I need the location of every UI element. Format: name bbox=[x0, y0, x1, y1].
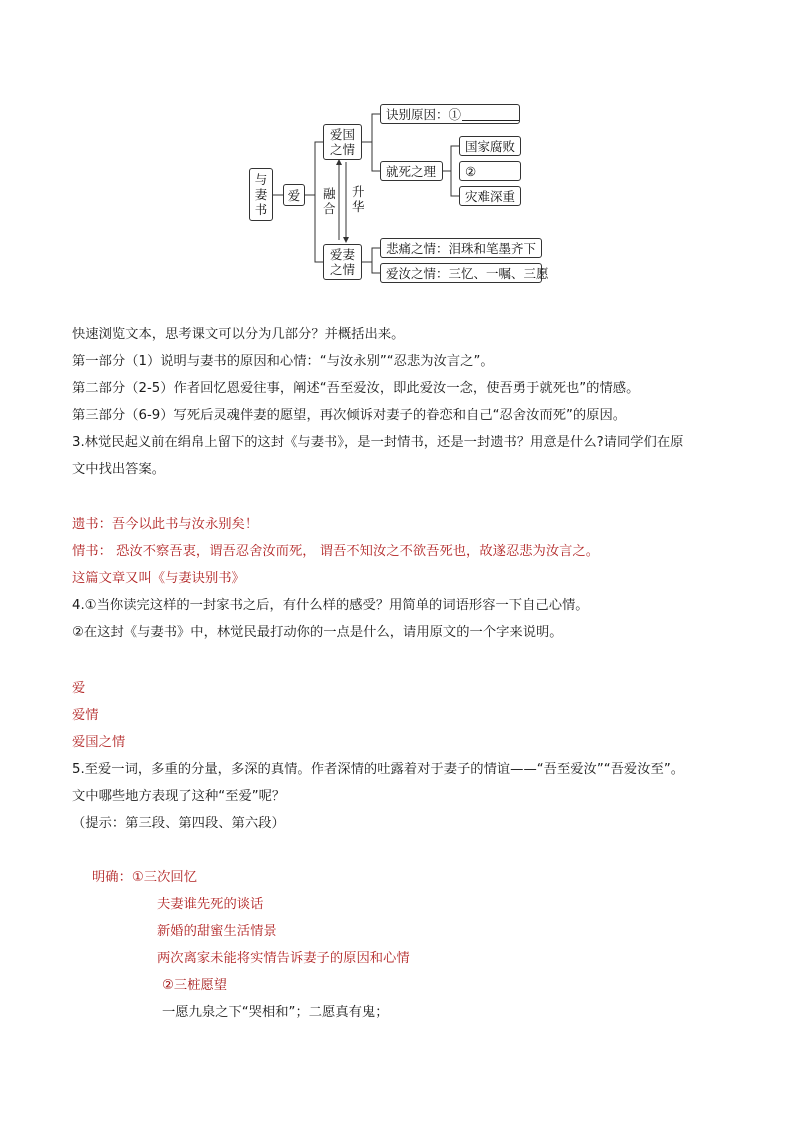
answer-love: 爱 bbox=[72, 681, 86, 696]
memory-three: 两次离家未能将实情告诉妻子的原因和心情 bbox=[157, 951, 410, 966]
question-three-line: 3.林觉民起义前在绢帛上留下的这封《与妻书》，是一封情书，还是一封遗书？用意是什么?请同学们在原 bbox=[72, 435, 684, 450]
question-five-line: 5.至爱一词，多重的分量，多深的真情。作者深情的吐露着对于妻子的情谊——“吾至爱汝”“吾爱汝至”。 bbox=[72, 762, 685, 777]
question-five-cont: 文中哪些地方表现了这种“至爱”呢？ bbox=[72, 789, 286, 804]
country-decay-box: 国家腐败 bbox=[459, 136, 521, 156]
country-love-box: 爱国 之情 bbox=[323, 124, 362, 160]
memory-two: 新婚的甜蜜生活情景 bbox=[157, 924, 277, 939]
wishes-line: 一愿九泉之下“哭相和”；二愿真有鬼； bbox=[162, 1005, 389, 1020]
question-four-cont: ②在这封《与妻书》中，林觉民最打动你的一点是什么，请用原文的一个字来说明。 bbox=[72, 625, 563, 640]
blank-two-box: ② bbox=[459, 161, 521, 181]
answer-alt-title: 这篇文章又叫《与妻诀别书》 bbox=[72, 571, 245, 586]
love-box: 爱 bbox=[283, 184, 305, 206]
wife-love-box: 爱妻 之情 bbox=[323, 244, 362, 280]
title-box: 与 妻 书 bbox=[249, 168, 273, 221]
disaster-box: 灾难深重 bbox=[459, 186, 521, 206]
part-three-line: 第三部分（6-9）写死后灵魂伴妻的愿望，再次倾诉对妻子的眷恋和自己“忍舍汝而死”的原因。 bbox=[72, 408, 627, 423]
fusion-label: 融 合 bbox=[323, 186, 336, 216]
instruction-line: 快速浏览文本，思考课文可以分为几部分？并概括出来。 bbox=[72, 327, 405, 342]
memory-one: 夫妻谁先死的谈话 bbox=[157, 897, 264, 912]
part-one-line: 第一部分（1）说明与妻书的原因和心情：“与汝永别”“忍悲为汝言之”。 bbox=[72, 354, 494, 369]
parting-reason-text: 诀别原因：① bbox=[386, 106, 462, 122]
blank-line bbox=[462, 108, 519, 121]
answer-affection: 爱情 bbox=[72, 708, 99, 723]
answer-will-letter: 遗书：吾今以此书与汝永别矣！ bbox=[72, 517, 259, 532]
wishes-heading: ②三桩愿望 bbox=[162, 978, 228, 993]
answer-love-letter: 情书： 恐汝不察吾衷，谓吾忍舍汝而死， 谓吾不知汝之不欲吾死也，故遂忍悲为汝言之。 bbox=[72, 544, 600, 559]
clarify-line: 明确：①三次回忆 bbox=[92, 870, 197, 885]
death-reason-box: 就死之理 bbox=[380, 161, 443, 181]
grief-box: 悲痛之情：泪珠和笔墨齐下 bbox=[380, 238, 542, 258]
part-two-line: 第二部分（2-5）作者回忆恩爱往事，阐述“吾至爱汝，即此爱汝一念，使吾勇于就死也”的情感。 bbox=[72, 381, 640, 396]
sublimation-label: 升 华 bbox=[352, 184, 365, 214]
hint-line: （提示：第三段、第四段、第六段） bbox=[72, 816, 285, 831]
question-three-cont: 文中找出答案。 bbox=[72, 462, 166, 477]
question-four-line: 4.①当你读完这样的一封家书之后，有什么样的感受？用简单的词语形容一下自己心情。 bbox=[72, 598, 589, 613]
structure-diagram bbox=[0, 0, 794, 300]
love-you-box: 爱汝之情：三忆、一嘱、三愿 bbox=[380, 263, 542, 283]
parting-reason-box bbox=[380, 104, 520, 124]
answer-patriotism: 爱国之情 bbox=[72, 735, 126, 750]
